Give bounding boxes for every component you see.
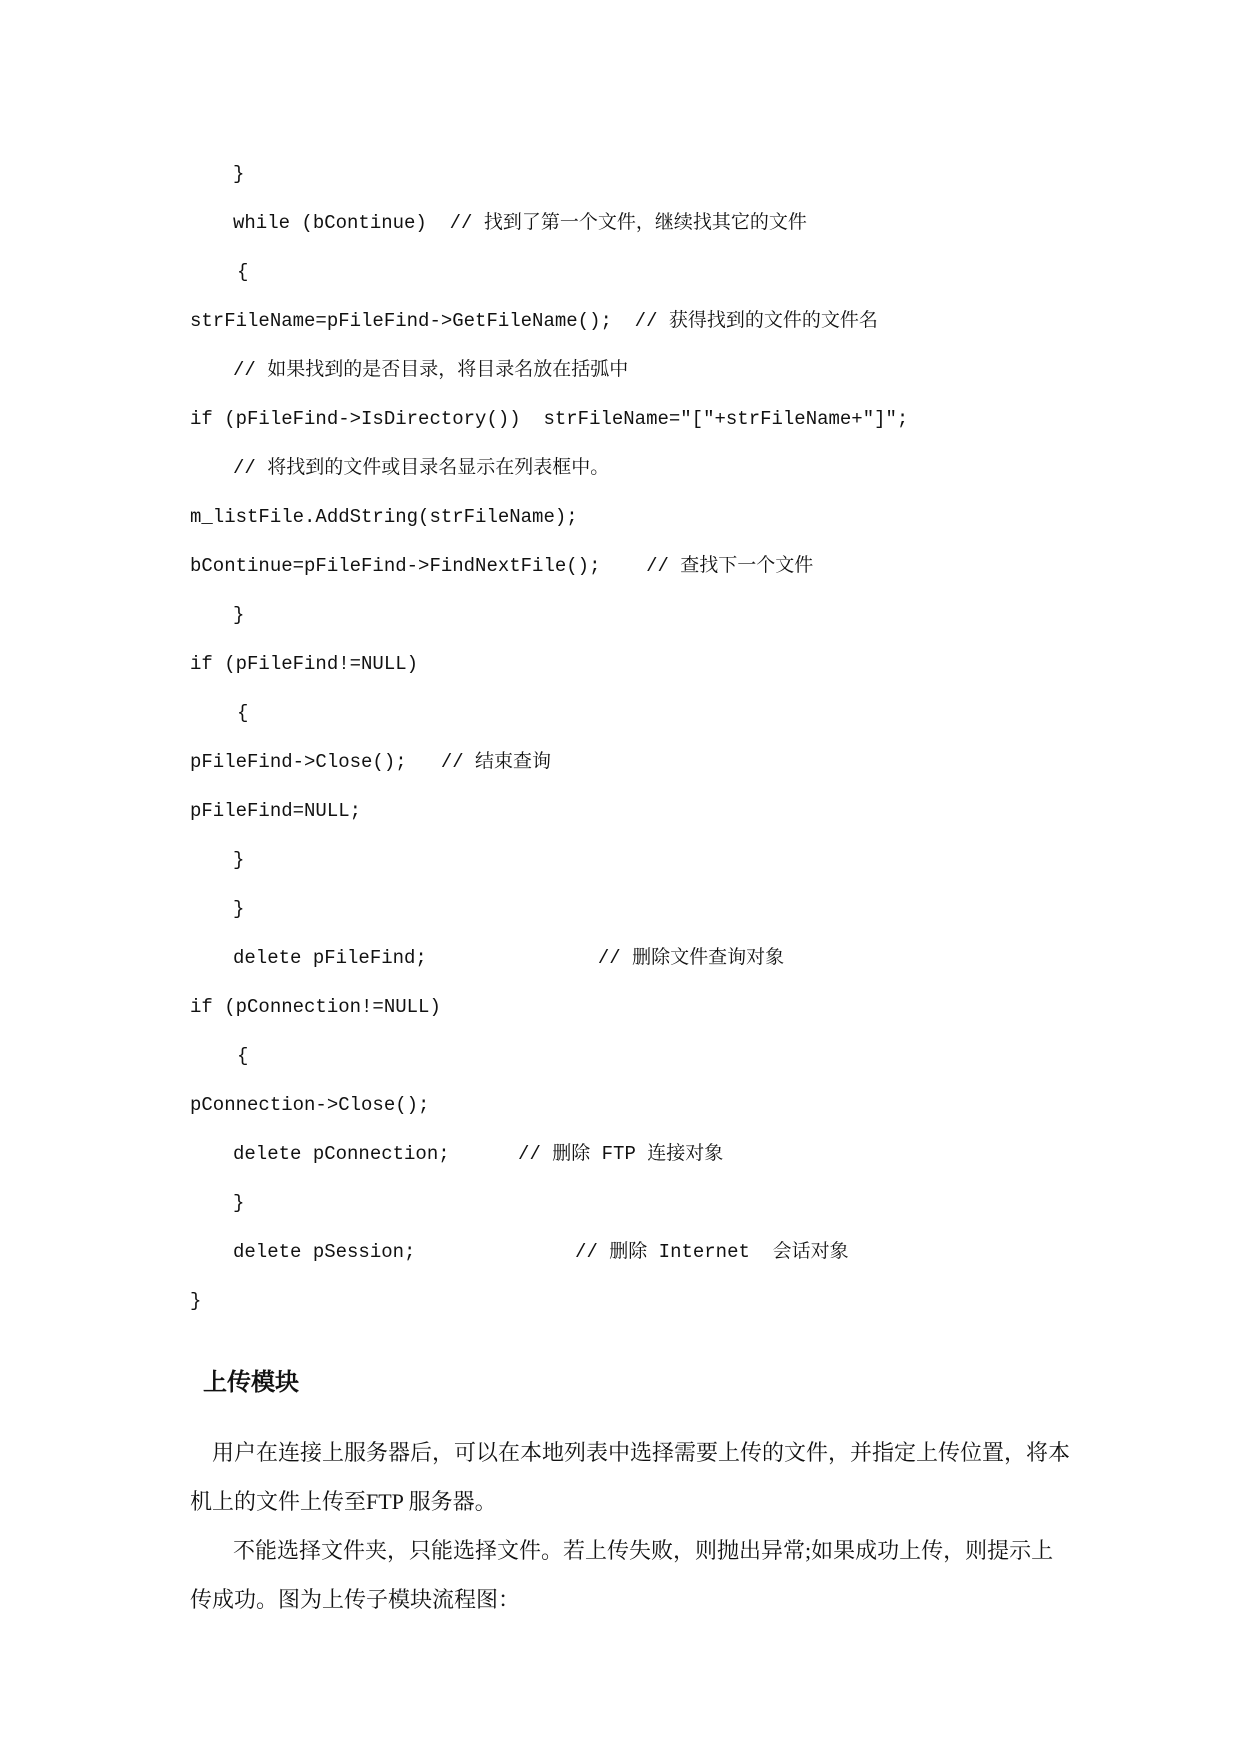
code-listing [0,150,1241,1326]
paragraph-line: 不能选择文件夹，只能选择文件。若上传失败，则抛出异常;如果成功上传，则提示上 [233,1538,1054,1563]
code-line: pConnection->Close(); [190,1094,430,1116]
code-line: delete pConnection; // 删除 FTP 连接对象 [233,1143,724,1165]
code-line: delete pFileFind; // 删除文件查询对象 [233,947,785,969]
code-line: } [233,898,245,920]
paragraph-line: 用户在连接上服务器后，可以在本地列表中选择需要上传的文件，并指定上传位置，将本 [212,1440,1071,1465]
code-line: if (pFileFind->IsDirectory()) strFileName="["+strFileName+"]"; [190,408,909,430]
code-line: } [233,849,245,871]
code-line: delete pSession; // 删除 Internet 会话对象 [233,1241,849,1263]
code-line: if (pFileFind!=NULL) [190,653,419,675]
code-line: { [237,702,249,724]
code-line: bContinue=pFileFind->FindNextFile(); // 查找下一个文件 [190,555,814,577]
code-line: } [190,1290,202,1312]
code-line: strFileName=pFileFind->GetFileName(); // 获得找到的文件的文件名 [190,310,878,332]
code-line: // 如果找到的是否目录，将目录名放在括弧中 [233,359,629,381]
paragraph-line: 传成功。图为上传子模块流程图： [190,1587,521,1612]
section-paragraphs [0,1428,1241,1624]
code-line: { [237,261,249,283]
section-heading: 上传模块 [203,1368,299,1396]
code-line: pFileFind=NULL; [190,800,362,822]
code-line: pFileFind->Close(); // 结束查询 [190,751,552,773]
code-line: if (pConnection!=NULL) [190,996,441,1018]
code-line: { [237,1045,249,1067]
code-line: while (bContinue) // 找到了第一个文件，继续找其它的文件 [233,212,807,234]
code-line: } [233,163,245,185]
paragraph-line: 机上的文件上传至FTP 服务器。 [190,1489,497,1514]
code-line: // 将找到的文件或目录名显示在列表框中。 [233,457,610,479]
code-line: } [233,604,245,626]
code-line: m_listFile.AddString(strFileName); [190,506,578,528]
code-line: } [233,1192,245,1214]
